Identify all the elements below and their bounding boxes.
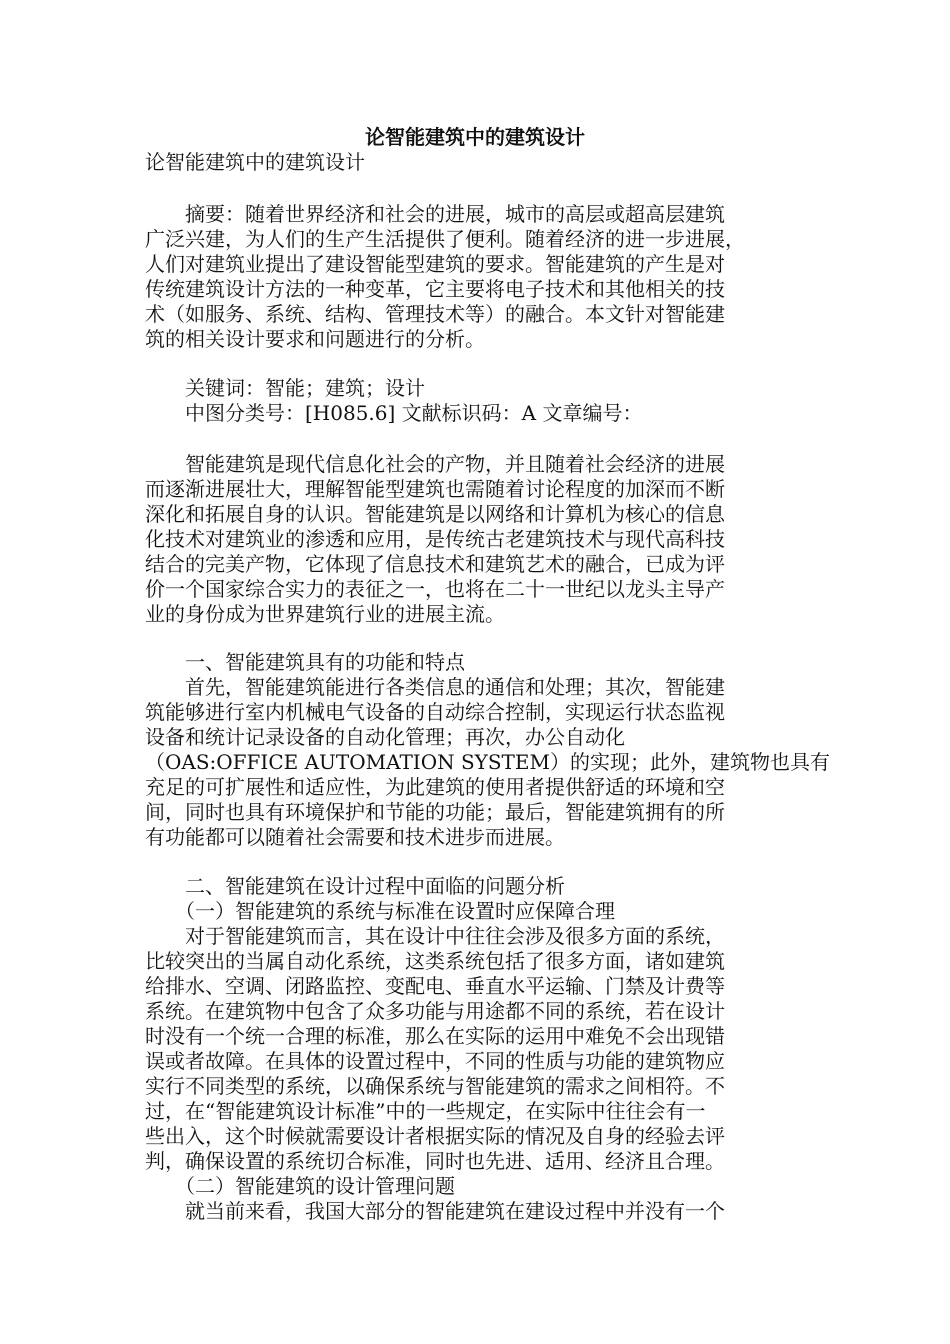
section-one-line: 首先，智能建筑能进行各类信息的通信和处理；其次，智能建 bbox=[145, 675, 725, 699]
keywords-line: 关键词：智能；建筑；设计 bbox=[145, 376, 425, 400]
section-heading: 二、智能建筑在设计过程中面临的问题分析 bbox=[145, 874, 565, 898]
section-two-line: 实行不同类型的系统，以确保系统与智能建筑的需求之间相符。不 bbox=[145, 1074, 725, 1098]
section-one-line: 筑能够进行室内机械电气设备的自动综合控制，实现运行状态监视 bbox=[145, 700, 725, 724]
document-title: 论智能建筑中的建筑设计 bbox=[365, 125, 585, 149]
intro-line: 智能建筑是现代信息化社会的产物，并且随着社会经济的进展 bbox=[145, 452, 725, 476]
classification-line: 中图分类号：[H085.6] 文献标识码：A 文章编号： bbox=[145, 401, 643, 425]
section-heading: 一、智能建筑具有的功能和特点 bbox=[145, 650, 465, 674]
section-two-line: 时没有一个统一合理的标准，那么在实际的运用中难免不会出现错 bbox=[145, 1024, 725, 1048]
intro-line: 化技术对建筑业的渗透和应用，是传统古老建筑技术与现代高科技 bbox=[145, 527, 725, 551]
subtitle-line: 论智能建筑中的建筑设计 bbox=[145, 150, 365, 174]
section-one-line: 设备和统计记录设备的自动化管理；再次，办公自动化 bbox=[145, 725, 625, 749]
section-one-line: 有功能都可以随着社会需要和技术进步而进展。 bbox=[145, 825, 565, 849]
section-two-line: 误或者故障。在具体的设置过程中，不同的性质与功能的建筑物应 bbox=[145, 1049, 725, 1073]
section-two-line: 些出入，这个时候就需要设计者根据实际的情况及自身的经验去评 bbox=[145, 1124, 725, 1148]
abstract-line: 术（如服务、系统、结构、管理技术等）的融合。本文针对智能建 bbox=[145, 302, 725, 326]
intro-line: 而逐渐进展壮大，理解智能型建筑也需随着讨论程度的加深而不断 bbox=[145, 477, 725, 501]
section-two-line: 系统。在建筑物中包含了众多功能与用途都不同的系统，若在设计 bbox=[145, 999, 725, 1023]
intro-line: 价一个国家综合实力的表征之一，也将在二十一世纪以龙头主导产 bbox=[145, 577, 725, 601]
section-two-line: 就当前来看，我国大部分的智能建筑在建设过程中并没有一个 bbox=[145, 1199, 725, 1223]
abstract-line: 摘要：随着世界经济和社会的进展，城市的高层或超高层建筑 bbox=[145, 202, 725, 226]
section-two-line: 对于智能建筑而言，其在设计中往往会涉及很多方面的系统， bbox=[145, 924, 725, 948]
abstract-line: 人们对建筑业提出了建设智能型建筑的要求。智能建筑的产生是对 bbox=[145, 252, 725, 276]
section-two-line: 比较突出的当属自动化系统，这类系统包括了很多方面，诸如建筑 bbox=[145, 949, 725, 973]
section-two-line: 过，在“智能建筑设计标准”中的一些规定，在实际中往往会有一 bbox=[145, 1099, 706, 1123]
section-one-line: （OAS:OFFICE AUTOMATION SYSTEM）的实现；此外，建筑物也具有 bbox=[145, 750, 830, 774]
section-two-line: 判，确保设置的系统切合标准，同时也先进、适用、经济且合理。 bbox=[145, 1149, 725, 1173]
abstract-line: 传统建筑设计方法的一种变革，它主要将电子技术和其他相关的技 bbox=[145, 277, 725, 301]
abstract-line: 筑的相关设计要求和问题进行的分析。 bbox=[145, 327, 485, 351]
subsection-heading: （一）智能建筑的系统与标准在设置时应保障合理 bbox=[145, 899, 615, 923]
subsection-heading: （二）智能建筑的设计管理问题 bbox=[145, 1174, 455, 1198]
intro-line: 业的身份成为世界建筑行业的进展主流。 bbox=[145, 602, 505, 626]
section-two-line: 给排水、空调、闭路监控、变配电、垂直水平运输、门禁及计费等 bbox=[145, 974, 725, 998]
intro-line: 深化和拓展自身的认识。智能建筑是以网络和计算机为核心的信息 bbox=[145, 502, 725, 526]
abstract-line: 广泛兴建，为人们的生产生活提供了便利。随着经济的进一步进展， bbox=[145, 227, 745, 251]
section-one-line: 充足的可扩展性和适应性，为此建筑的使用者提供舒适的环境和空 bbox=[145, 775, 725, 799]
intro-line: 结合的完美产物，它体现了信息技术和建筑艺术的融合，已成为评 bbox=[145, 552, 725, 576]
section-one-line: 间，同时也具有环境保护和节能的功能；最后，智能建筑拥有的所 bbox=[145, 800, 725, 824]
